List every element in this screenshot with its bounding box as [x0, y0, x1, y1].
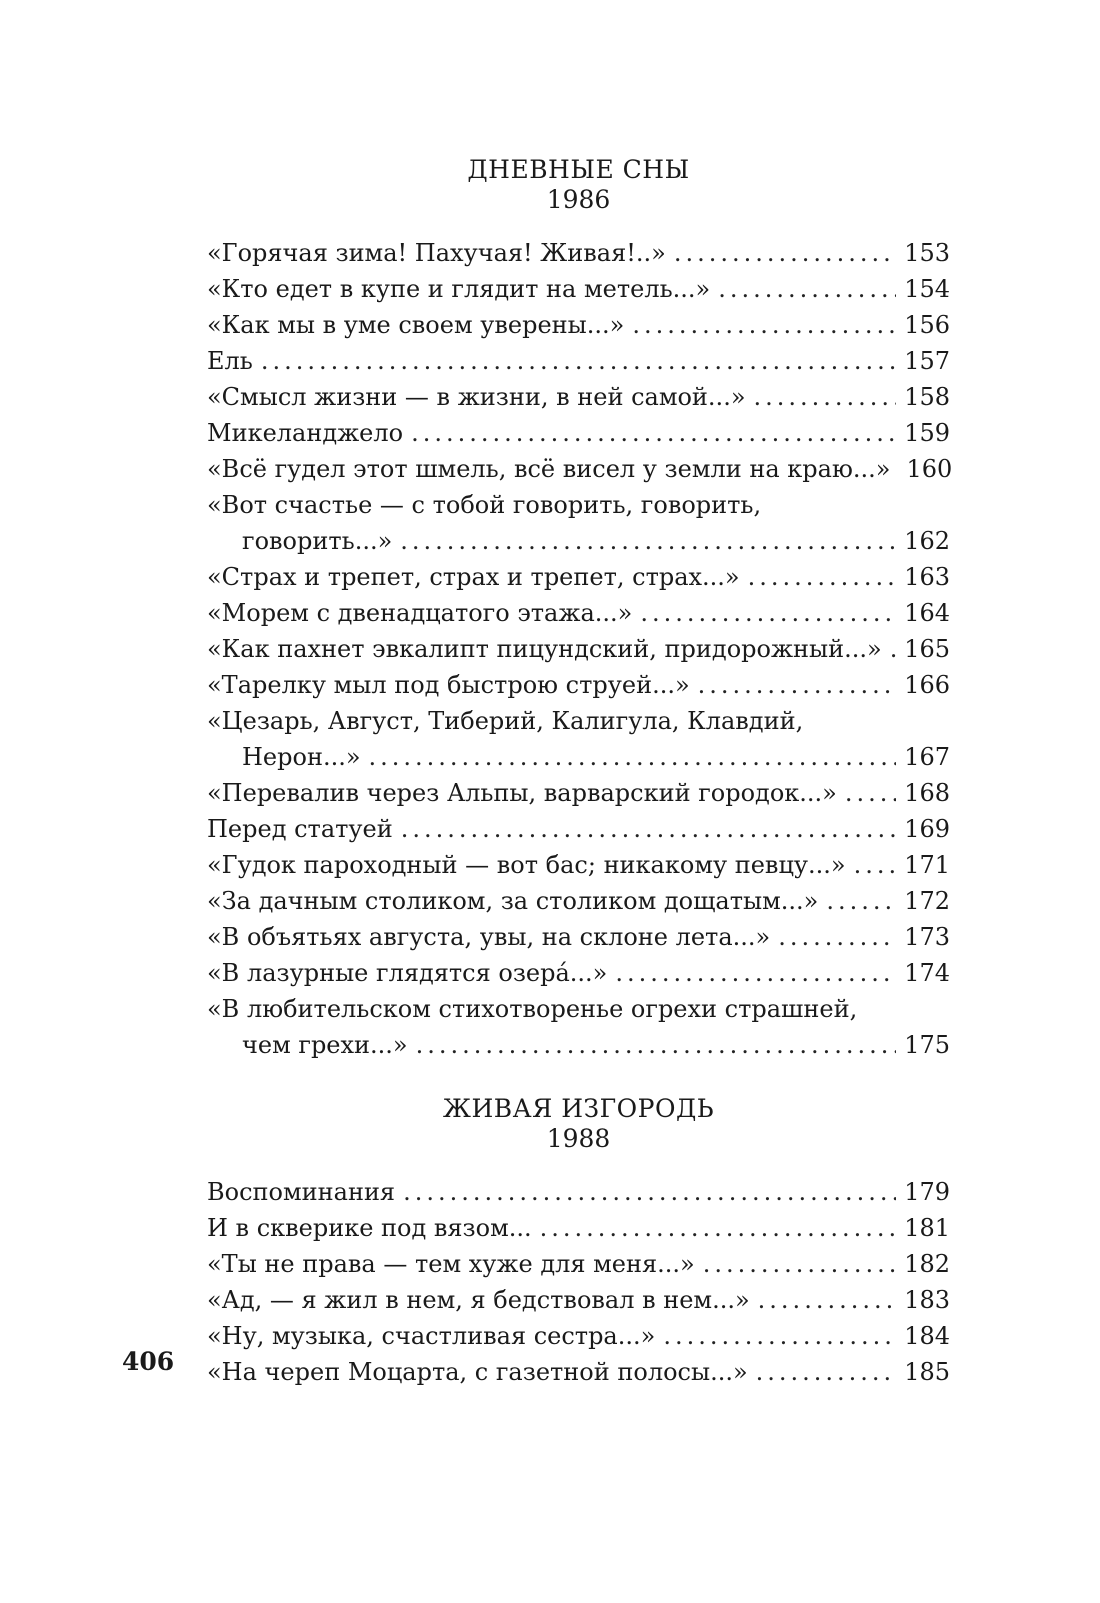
toc-entry-title: «Гудок пароходный — вот бас; никакому певцу...» — [207, 851, 846, 879]
dot-leader — [632, 307, 896, 343]
toc-entry — [207, 631, 950, 667]
dot-leader — [826, 883, 896, 919]
toc-entry-page: 153 — [904, 239, 950, 267]
toc-entry-page: 157 — [904, 347, 950, 375]
page-number: 406 — [122, 1347, 175, 1376]
dot-leader — [698, 667, 897, 703]
toc-entry-page: 166 — [904, 671, 950, 699]
dot-leader — [778, 919, 896, 955]
toc-entry — [207, 235, 950, 271]
toc-entry-title: «В объятьях августа, увы, на склоне лета...» — [207, 923, 771, 951]
toc-entry — [207, 811, 950, 847]
toc-entry-page: 179 — [904, 1178, 950, 1206]
toc-entry-page: 171 — [904, 851, 950, 879]
toc-entry — [207, 271, 950, 307]
toc-entry-title: «Страх и трепет, страх и трепет, страх...» — [207, 563, 740, 591]
toc-entry-page: 175 — [904, 1031, 950, 1059]
toc-entry-title: «Ну, музыка, счастливая сестра...» — [207, 1322, 656, 1350]
toc-entry — [207, 1354, 950, 1390]
toc-entry-page: 154 — [904, 275, 950, 303]
toc-entry-title: «Перевалив через Альпы, варварский городок...» — [207, 779, 837, 807]
toc-entry-page: 174 — [904, 959, 950, 987]
toc-entry — [207, 703, 950, 775]
toc-entry — [207, 1282, 950, 1318]
dot-leader — [411, 415, 896, 451]
dot-leader — [640, 595, 896, 631]
toc-entry-title: «Кто едет в купе и глядит на метель...» — [207, 275, 711, 303]
dot-leader — [748, 559, 897, 595]
section-year: 1988 — [546, 1124, 611, 1153]
toc-entry-page: 156 — [904, 311, 950, 339]
toc-entry-page: 159 — [904, 419, 950, 447]
toc-entry — [207, 595, 950, 631]
section-title: ЖИВАЯ ИЗГОРОДЬ — [442, 1094, 715, 1123]
toc-entry-title: «Ты не права — тем хуже для меня...» — [207, 1250, 695, 1278]
toc-entry — [207, 307, 950, 343]
toc-entry-title: И в скверике под вязом... — [207, 1214, 532, 1242]
toc-entry — [207, 343, 950, 379]
toc-entry — [207, 379, 950, 415]
toc-entry-page: 181 — [904, 1214, 950, 1242]
dot-leader — [890, 631, 896, 667]
toc-entry-title: говорить...» — [242, 527, 393, 555]
toc-entry — [207, 919, 950, 955]
toc-entry — [207, 1210, 950, 1246]
toc-entry — [207, 667, 950, 703]
toc-entry — [207, 847, 950, 883]
dot-leader — [703, 1246, 896, 1282]
dot-leader — [854, 847, 897, 883]
toc-entry-page: 165 — [904, 635, 950, 663]
toc-entry-title: «Всё гудел этот шмель, всё висел у земли на краю...» — [207, 455, 891, 483]
toc-entry-title: «Как мы в уме своем уверены...» — [207, 311, 625, 339]
dot-leader — [754, 379, 897, 415]
toc-entry-page: 160 — [906, 455, 953, 483]
toc-entry-page: 185 — [904, 1358, 950, 1386]
dot-leader — [756, 1354, 897, 1390]
dot-leader — [540, 1210, 897, 1246]
toc-entry — [207, 991, 950, 1063]
toc-entry-title: «Ад, — я жил в нем, я бедствовал в нем...» — [207, 1286, 750, 1314]
dot-leader — [615, 955, 896, 991]
section-year: 1986 — [546, 185, 611, 214]
toc-section-zhivaya-izgorod — [207, 1094, 950, 1390]
toc-entry-page: 164 — [904, 599, 950, 627]
toc-entry — [207, 451, 953, 487]
toc-entry-page: 163 — [904, 563, 950, 591]
dot-leader — [758, 1282, 897, 1318]
toc-entry-title: Нерон...» — [242, 743, 361, 771]
toc-entry — [207, 955, 950, 991]
toc-entry-title: чем грехи...» — [242, 1031, 408, 1059]
toc-entry-title: Перед статуей — [207, 815, 393, 843]
toc-entry-page: 173 — [904, 923, 950, 951]
toc-entry-title: «Как пахнет эвкалипт пицундский, придорожный...» — [207, 635, 882, 663]
toc-entry-title: «На череп Моцарта, с газетной полосы...» — [207, 1358, 748, 1386]
toc-entry — [207, 559, 950, 595]
toc-entry-title-line: «Вот счастье — с тобой говорить, говорить, — [207, 491, 762, 519]
toc-entry-title: «В лазурные глядятся озера́...» — [207, 959, 608, 987]
dot-leader — [261, 343, 896, 379]
toc-entry — [207, 487, 950, 559]
toc-list — [207, 235, 953, 1063]
toc-entry-title: Воспоминания — [207, 1178, 396, 1206]
toc-entry-title-line: «В любительском стихотворенье огрехи страшней, — [207, 995, 858, 1023]
toc-entry-title: Ель — [207, 347, 253, 375]
dot-leader — [369, 739, 897, 775]
toc-entry-page: 184 — [904, 1322, 950, 1350]
toc-entry-title: «За дачным столиком, за столиком дощатым...» — [207, 887, 819, 915]
toc-list — [207, 1174, 950, 1390]
dot-leader — [403, 1174, 896, 1210]
toc-entry-page: 162 — [904, 527, 950, 555]
dot-leader — [718, 271, 896, 307]
toc-entry — [207, 415, 950, 451]
toc-entry-title: «Горячая зима! Пахучая! Живая!..» — [207, 239, 666, 267]
toc-entry-page: 183 — [904, 1286, 950, 1314]
toc-entry — [207, 1246, 950, 1282]
toc-entry — [207, 1174, 950, 1210]
dot-leader — [401, 811, 896, 847]
toc-entry-title-line: «Цезарь, Август, Тиберий, Калигула, Клавдий, — [207, 707, 804, 735]
toc-entry-page: 172 — [904, 887, 950, 915]
toc-entry-page: 169 — [904, 815, 950, 843]
dot-leader — [400, 523, 896, 559]
toc-entry — [207, 1318, 950, 1354]
toc-entry — [207, 883, 950, 919]
toc-entry-title: «Морем с двенадцатого этажа...» — [207, 599, 633, 627]
toc-section-dnevnye-sny — [207, 155, 953, 1063]
dot-leader — [663, 1318, 896, 1354]
dot-leader — [416, 1027, 897, 1063]
toc-entry-page: 182 — [904, 1250, 950, 1278]
dot-leader — [845, 775, 896, 811]
dot-leader — [674, 235, 896, 271]
toc-entry-page: 167 — [904, 743, 950, 771]
toc-entry-title: «Смысл жизни — в жизни, в ней самой...» — [207, 383, 746, 411]
toc-entry — [207, 775, 950, 811]
toc-entry-title: Микеланджело — [207, 419, 404, 447]
toc-entry-page: 158 — [904, 383, 950, 411]
section-title: ДНЕВНЫЕ СНЫ — [467, 155, 690, 184]
toc-entry-page: 168 — [904, 779, 950, 807]
toc-entry-title: «Тарелку мыл под быстрою струей...» — [207, 671, 690, 699]
